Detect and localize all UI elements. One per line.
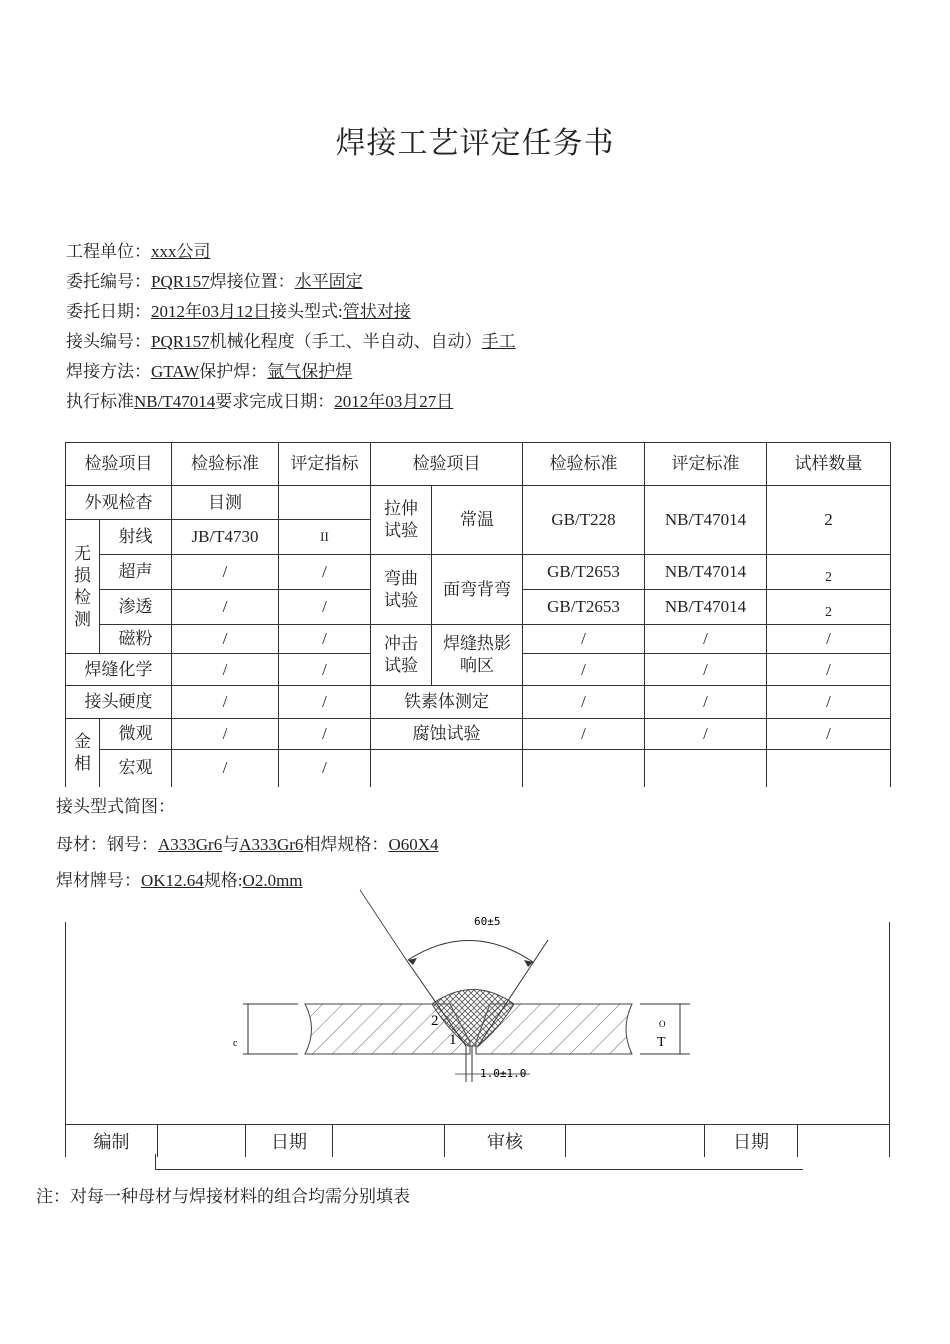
base-label: 母材：钢号： xyxy=(56,835,158,854)
position-label: 焊接位置： xyxy=(209,272,295,291)
layer-2-label: 2 xyxy=(431,1013,439,1029)
header-eval: 评定标准 xyxy=(645,443,767,486)
method-label: 焊接方法： xyxy=(66,362,151,381)
gap-label: 1.0±1.0 xyxy=(480,1067,527,1080)
filler-label: 焊材牌号： xyxy=(56,871,141,890)
bend-std-1: GB/T2653 xyxy=(523,555,645,590)
mt-label: 磁粉 xyxy=(100,625,172,654)
standard-label: 执行标准 xyxy=(66,392,134,411)
base-spec-label: 相焊规格： xyxy=(303,835,389,854)
method-value: GTAW xyxy=(151,362,200,381)
ferrite-eval: / xyxy=(645,686,767,719)
prepared-label: 编制 xyxy=(66,1125,158,1158)
impact-eval-2: / xyxy=(645,654,767,686)
bend-count-2: 2 xyxy=(767,590,891,625)
weld-chem: 焊缝化学 xyxy=(66,654,172,686)
ut-label: 超声 xyxy=(100,555,172,590)
macro-std: / xyxy=(172,750,279,787)
unit-value: xxx公司 xyxy=(151,242,211,261)
ut-idx: / xyxy=(279,555,371,590)
joint-no-label: 接头编号： xyxy=(66,332,151,351)
commission-date-value: 2012年03月12日 xyxy=(151,302,270,321)
footnote: 注：对每一种母材与焊接材料的组合均需分别填表 xyxy=(36,1187,410,1206)
filler-brand: OK12.64 xyxy=(141,871,204,890)
page-title: 焊接工艺评定任务书 xyxy=(335,127,615,160)
date-label-2: 日期 xyxy=(705,1125,798,1158)
layer-1-label: 1 xyxy=(449,1032,457,1048)
mt-idx: / xyxy=(279,625,371,654)
impact-eval-1: / xyxy=(645,625,767,654)
joint-no-value: PQR157 xyxy=(151,332,210,351)
t-label: T xyxy=(657,1035,666,1050)
c-label: c xyxy=(233,1038,238,1049)
tensile-eval: NB/T47014 xyxy=(645,486,767,555)
commission-no-value: PQR157 xyxy=(151,272,210,291)
corrosion-count: / xyxy=(767,719,891,750)
bend-count-1: 2 xyxy=(767,555,891,590)
visual-check: 外观检杳 xyxy=(66,486,172,520)
unit-label: 工程单位： xyxy=(66,242,151,261)
tensile-temp: 常温 xyxy=(432,486,523,555)
impact-std-2: / xyxy=(523,654,645,686)
bend-test: 弯曲试验 xyxy=(371,555,432,625)
bend-eval-1: NB/T47014 xyxy=(645,555,767,590)
signature-table xyxy=(65,1124,890,1157)
mech-label: 机械化程度（手工、半自动、自动） xyxy=(209,332,482,351)
filler-spec-label: 规格: xyxy=(203,871,243,890)
position-value: 水平固定 xyxy=(294,272,363,291)
review-value xyxy=(566,1125,705,1158)
with-word: 与 xyxy=(222,835,240,854)
impact-std-1: / xyxy=(523,625,645,654)
macro-idx: / xyxy=(279,750,371,787)
micro-idx: / xyxy=(279,719,371,750)
shield-label: 保护焊： xyxy=(199,362,268,381)
header-index: 评定指标 xyxy=(279,443,371,486)
macro-label: 宏观 xyxy=(100,750,172,787)
tensile-count: 2 xyxy=(767,486,891,555)
bend-std-2: GB/T2653 xyxy=(523,590,645,625)
impact-count-2: / xyxy=(767,654,891,686)
shield-value: 氩气保护焊 xyxy=(267,362,353,381)
finish-value: 2012年03月27日 xyxy=(334,392,454,411)
impact-test: 冲击试验 xyxy=(371,625,432,686)
rt-std: JB/T4730 xyxy=(172,520,279,555)
corrosion-test: 腐蚀试验 xyxy=(371,719,523,750)
micro-label: 微观 xyxy=(100,719,172,750)
impact-zone: 焊缝热影响区 xyxy=(432,625,523,686)
date-value-1 xyxy=(333,1125,445,1158)
tensile-test: 拉伸试验 xyxy=(371,486,432,555)
pt-idx: / xyxy=(279,590,371,625)
joint-hardness: 接头硬度 xyxy=(66,686,172,719)
ferrite-count: / xyxy=(767,686,891,719)
header-standard-2: 检验标准 xyxy=(523,443,645,486)
ut-std: / xyxy=(172,555,279,590)
header-item: 检验项目 xyxy=(66,443,172,486)
chem-idx: / xyxy=(279,654,371,686)
angle-label: 60±5 xyxy=(474,915,501,928)
date-value-2 xyxy=(798,1125,890,1158)
filler-spec: O2.0mm xyxy=(242,871,303,890)
micro-std: / xyxy=(172,719,279,750)
ferrite-test: 铁素体测定 xyxy=(371,686,523,719)
pt-label: 渗透 xyxy=(100,590,172,625)
header-count: 试样数量 xyxy=(767,443,891,486)
base-spec: O60X4 xyxy=(388,835,439,854)
standard-value: NB/T47014 xyxy=(134,392,216,411)
rt-label: 射线 xyxy=(100,520,172,555)
mech-value: 手工 xyxy=(481,332,516,351)
mt-std: / xyxy=(172,625,279,654)
steel-2: A333Gr6 xyxy=(239,835,304,854)
signature-underline xyxy=(155,1154,803,1170)
date-label-1: 日期 xyxy=(246,1125,333,1158)
corrosion-std: / xyxy=(523,719,645,750)
angle-arc xyxy=(408,940,533,962)
ferrite-std: / xyxy=(523,686,645,719)
metallography-label: 金相 xyxy=(66,719,100,787)
hard-idx: / xyxy=(279,686,371,719)
bend-eval-2: NB/T47014 xyxy=(645,590,767,625)
visual-std: 目测 xyxy=(172,486,279,520)
bend-type: 面弯背弯 xyxy=(432,555,523,625)
prepared-value xyxy=(158,1125,246,1158)
chem-std: / xyxy=(172,654,279,686)
rt-idx: II xyxy=(279,520,371,555)
tensile-std: GB/T228 xyxy=(523,486,645,555)
steel-1: A333Gr6 xyxy=(158,835,223,854)
ndt-label: 无损检测 xyxy=(66,520,100,654)
o-label: O xyxy=(659,1019,666,1029)
header-standard: 检验标准 xyxy=(172,443,279,486)
commission-no-label: 委托编号： xyxy=(66,272,151,291)
review-label: 审核 xyxy=(445,1125,566,1158)
commission-date-label: 委托日期： xyxy=(66,302,151,321)
pt-std: / xyxy=(172,590,279,625)
impact-count-1: / xyxy=(767,625,891,654)
corrosion-eval: / xyxy=(645,719,767,750)
joint-type-label: 接头型式: xyxy=(270,302,343,321)
hard-std: / xyxy=(172,686,279,719)
finish-label: 要求完成日期： xyxy=(215,392,335,411)
header-item-2: 检验项目 xyxy=(371,443,523,486)
joint-type-value: 管状对接 xyxy=(342,302,411,321)
joint-sketch-label: 接头型式简图： xyxy=(56,797,175,816)
